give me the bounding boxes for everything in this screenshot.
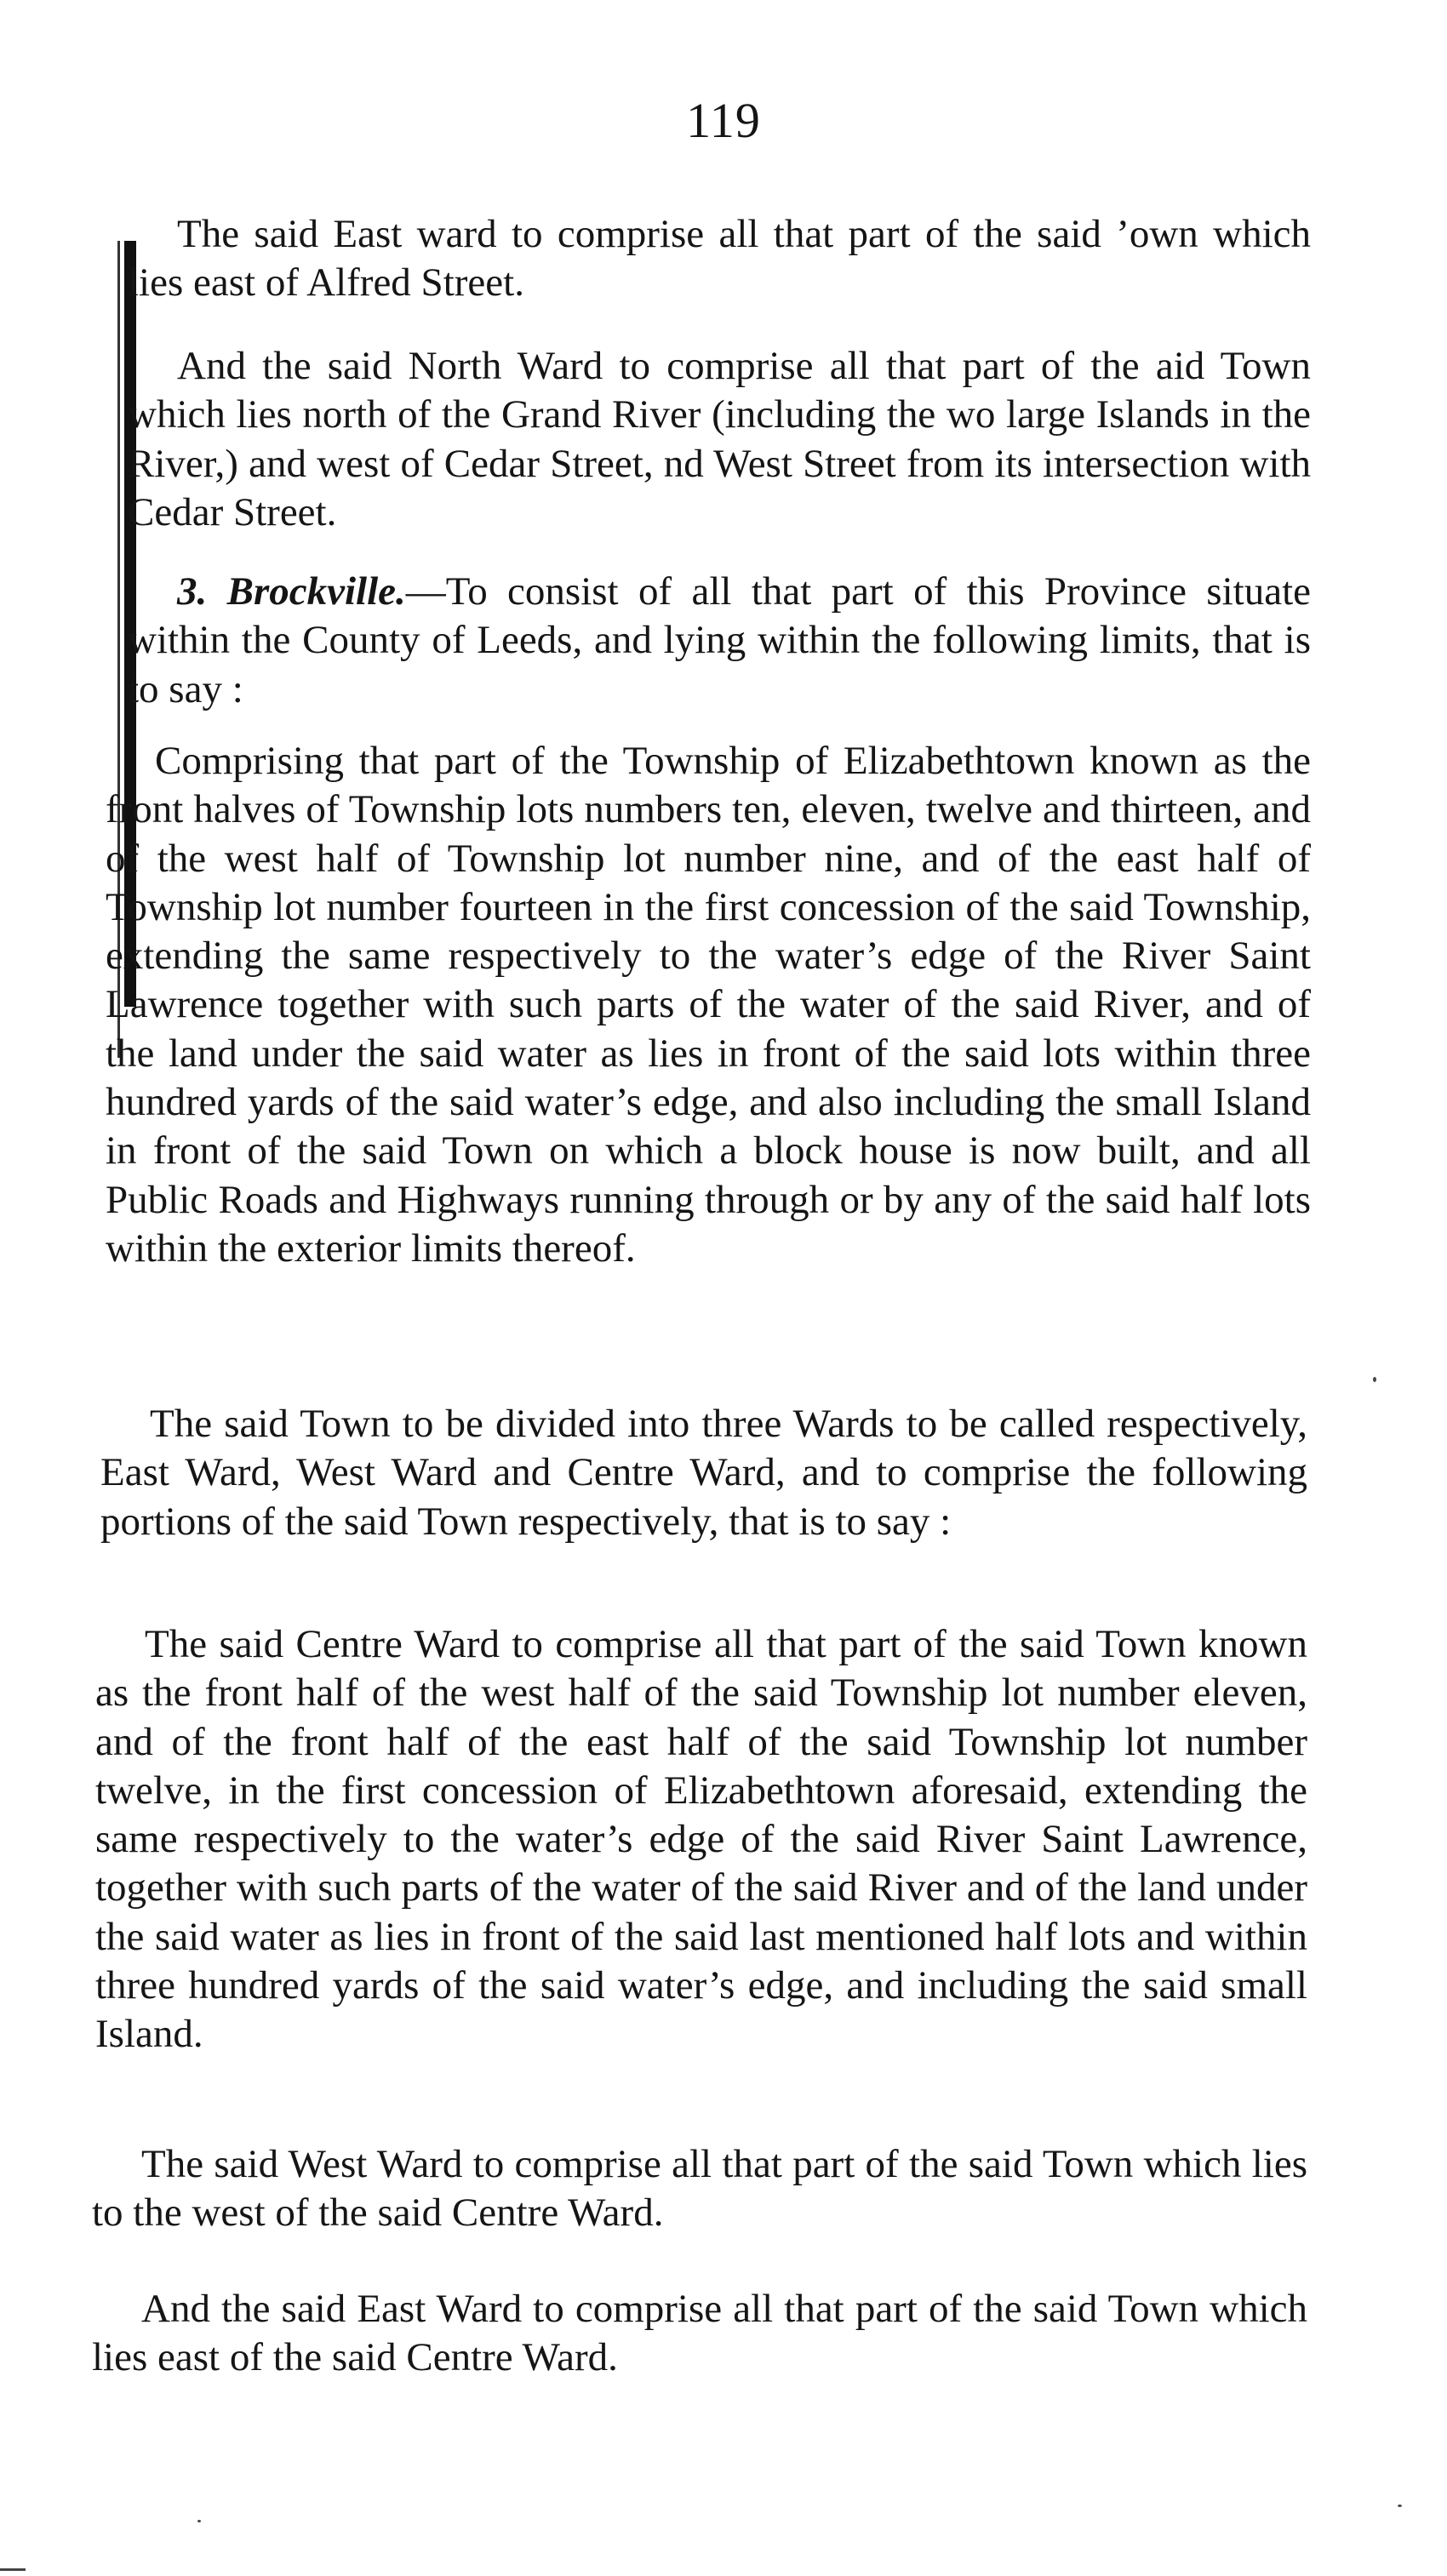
scan-speck xyxy=(1398,2505,1402,2507)
paragraph-east-ward: The said East ward to comprise all that part of the said ’own which lies east of Alfred Street. xyxy=(128,212,1311,306)
paragraph-brockville xyxy=(128,568,1311,714)
scan-edge-mark xyxy=(0,2568,26,2571)
paragraph-brockville-body: —To consist of all that part of this Province situate within the County of Leeds, and lying within the following limits, that is to say : xyxy=(128,569,1311,711)
paragraph-north-ward: And the said North Ward to comprise all that part of the aid Town which lies north of the Grand River (including the wo large Islands in the River,) and west of Cedar Street, nd West Street from its intersection with Cedar Street. xyxy=(128,344,1311,534)
paragraph-centre-ward: The said Centre Ward to comprise all that part of the said Town known as the front half of the west half of the said Township lot number eleven, and of the front half of the east half of the said Township lot number twelve, in the first concession of Elizabethtown aforesaid, extending the same respectively to the water’s edge of the said River Saint Lawrence, together with such parts of the water of the said River and of the land under the said water as lies in front of the said last mentioned half lots and within three hundred yards of the said water’s edge, and including the said small Island. xyxy=(95,1622,1307,2057)
section-heading-brockville: 3. Brockville. xyxy=(177,569,406,614)
page-number: 119 xyxy=(686,93,761,148)
scan-speck xyxy=(1373,1377,1376,1382)
scan-speck xyxy=(197,2520,201,2522)
paragraph-town-wards: The said Town to be divided into three Wards to be called respectively, East Ward, West Ward and Centre Ward, and to comprise the following portions of the said Town respectively, that is to say : xyxy=(100,1402,1307,1544)
paragraph-west-ward: The said West Ward to comprise all that part of the said Town which lies to the west of the said Centre Ward. xyxy=(92,2142,1307,2236)
paragraph-east-ward-final: And the said East Ward to comprise all that part of the said Town which lies east of the said Centre Ward. xyxy=(92,2287,1307,2380)
paragraph-brockville-limits: Comprising that part of the Township of Elizabethtown known as the front halves of Township lots numbers ten, eleven, twelve and thirteen, and of the west half of Township lot number nine, and of the east half of Township lot number fourteen in the first concession of the said Township, extending the same respectively to the water’s edge of the River Saint Lawrence together with such parts of the water of the said River, and of the land under the said water as lies in front of the said lots within three hundred yards of the said water’s edge, and also including the small Island in front of the said Town on which a block house is now built, and all Public Roads and Highways running through or by any of the said half lots within the exterior limits thereof. xyxy=(106,739,1311,1271)
